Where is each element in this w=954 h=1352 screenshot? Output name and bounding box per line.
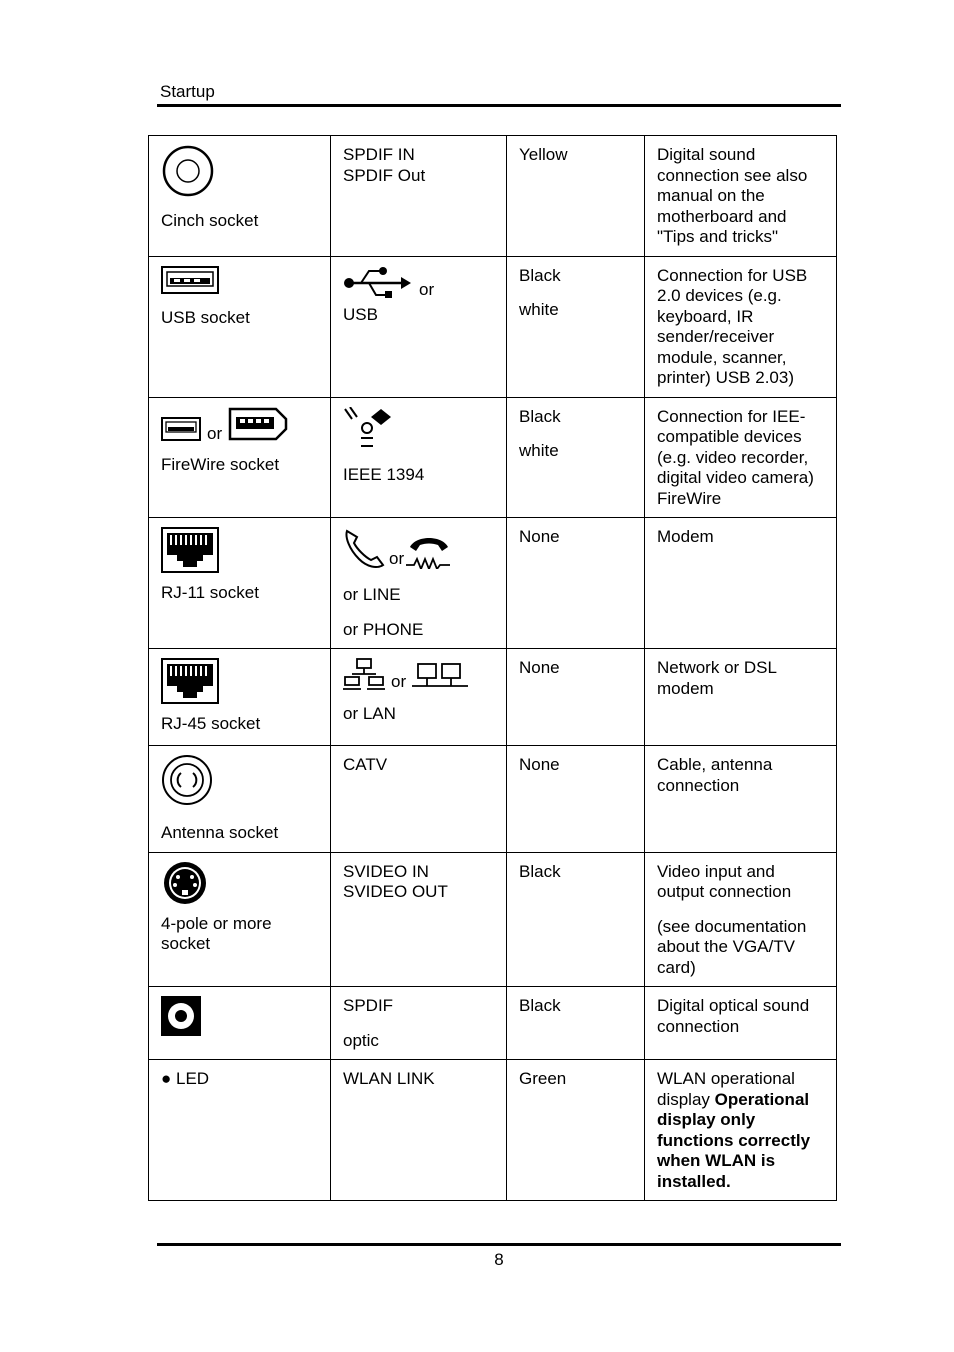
socket-cell <box>149 852 331 987</box>
description-cell: Modem <box>645 518 837 649</box>
color-cell: Black <box>507 987 645 1060</box>
table-row <box>149 256 837 397</box>
optical-socket-icon <box>161 996 201 1036</box>
handset-symbol-icon <box>406 533 452 569</box>
color-line: Black <box>519 406 561 426</box>
label-line: or LINE <box>343 585 401 604</box>
label-cell <box>331 256 507 397</box>
label-line: optic <box>343 1030 379 1050</box>
socket-name: RJ-45 socket <box>161 714 261 733</box>
page-header: Startup <box>160 82 215 101</box>
color-line: white <box>519 300 559 319</box>
socket-name: Antenna socket <box>161 823 279 842</box>
table-row <box>149 136 837 257</box>
table-row <box>149 518 837 649</box>
or-text: or <box>391 671 407 691</box>
description-cell: Network or DSL modem <box>645 649 837 746</box>
or-text: or <box>419 279 435 299</box>
label-line: or PHONE <box>343 619 424 639</box>
description-cell: Connection for IEE-compatible devices (e.g. video recorder, digital video camera) FireWire <box>645 397 837 518</box>
rj45-socket-icon <box>161 658 219 704</box>
table-row <box>149 397 837 518</box>
rj11-socket-icon <box>161 527 219 573</box>
color-cell: None <box>507 649 645 746</box>
socket-name: Cinch socket <box>161 211 259 230</box>
label-text: or LAN <box>343 704 396 723</box>
connector-table <box>148 135 837 1201</box>
description-cell: Digital optical sound connection <box>645 987 837 1060</box>
or-text: or <box>389 548 405 568</box>
socket-cell <box>149 987 331 1060</box>
phone-symbol-icon <box>343 527 387 569</box>
socket-cell <box>149 397 331 518</box>
socket-cell <box>149 136 331 257</box>
socket-cell <box>149 649 331 746</box>
svideo-socket-icon <box>161 862 211 904</box>
color-line: white <box>519 441 559 460</box>
table-row <box>149 852 837 987</box>
description-warning: Operational display only functions correctly when WLAN is installed. <box>657 1089 811 1191</box>
label-line: SPDIF <box>343 996 394 1015</box>
description-text: Video input and output connection <box>657 861 792 901</box>
color-cell: None <box>507 518 645 649</box>
description-cell: Cable, antenna connection <box>645 746 837 853</box>
firewire-socket-icon <box>228 407 288 441</box>
antenna-socket-icon <box>161 755 215 805</box>
label-line: SPDIF IN <box>343 145 415 164</box>
color-cell: Green <box>507 1060 645 1201</box>
description-cell <box>645 852 837 987</box>
socket-cell <box>149 256 331 397</box>
label-text: IEEE 1394 <box>343 464 425 484</box>
label-cell: WLAN LINK <box>331 1060 507 1201</box>
or-text: or <box>207 424 223 443</box>
socket-name: FireWire socket <box>161 454 280 474</box>
lan-symbol-icon <box>412 662 468 692</box>
description-cell <box>645 1060 837 1201</box>
description-text: WLAN operational display <box>657 1069 795 1109</box>
description-cell: Digital sound connection see also manual on the motherboard and "Tips and tricks" <box>645 136 837 257</box>
usb-socket-icon <box>161 266 219 294</box>
color-cell: None <box>507 746 645 853</box>
table-row <box>149 1060 837 1201</box>
socket-name: RJ-11 socket <box>161 583 259 602</box>
header-rule <box>157 104 841 107</box>
socket-name: 4-pole or more socket <box>161 913 272 953</box>
color-cell: Yellow <box>507 136 645 257</box>
label-cell: CATV <box>331 746 507 853</box>
socket-cell <box>149 518 331 649</box>
label-line: SVIDEO OUT <box>343 882 448 901</box>
label-cell <box>331 136 507 257</box>
network-symbol-icon <box>343 658 385 692</box>
socket-cell: ● LED <box>149 1060 331 1201</box>
table-row <box>149 746 837 853</box>
cinch-socket-icon <box>161 145 215 199</box>
firewire-small-socket-icon <box>161 417 201 441</box>
label-text: USB <box>343 305 378 324</box>
table-row <box>149 649 837 746</box>
page-number: 8 <box>494 1250 504 1269</box>
color-cell <box>507 397 645 518</box>
color-line: Black <box>519 265 561 285</box>
color-cell: Black <box>507 852 645 987</box>
label-cell <box>331 397 507 518</box>
color-cell <box>507 256 645 397</box>
label-cell <box>331 518 507 649</box>
label-cell <box>331 649 507 746</box>
socket-cell <box>149 746 331 853</box>
description-note: (see documentation about the VGA/TV card) <box>657 916 807 977</box>
label-line: SPDIF Out <box>343 165 426 185</box>
label-cell <box>331 852 507 987</box>
description-cell: Connection for USB 2.0 devices (e.g. keyboard, IR sender/receiver module, scanner, printer) USB 2.03) <box>645 256 837 397</box>
socket-name: USB socket <box>161 307 250 327</box>
table-row <box>149 987 837 1060</box>
ieee1394-symbol-icon <box>343 407 395 451</box>
footer-rule <box>157 1243 841 1246</box>
label-cell <box>331 987 507 1060</box>
label-line: SVIDEO IN <box>343 861 429 881</box>
usb-symbol-icon <box>343 266 413 300</box>
